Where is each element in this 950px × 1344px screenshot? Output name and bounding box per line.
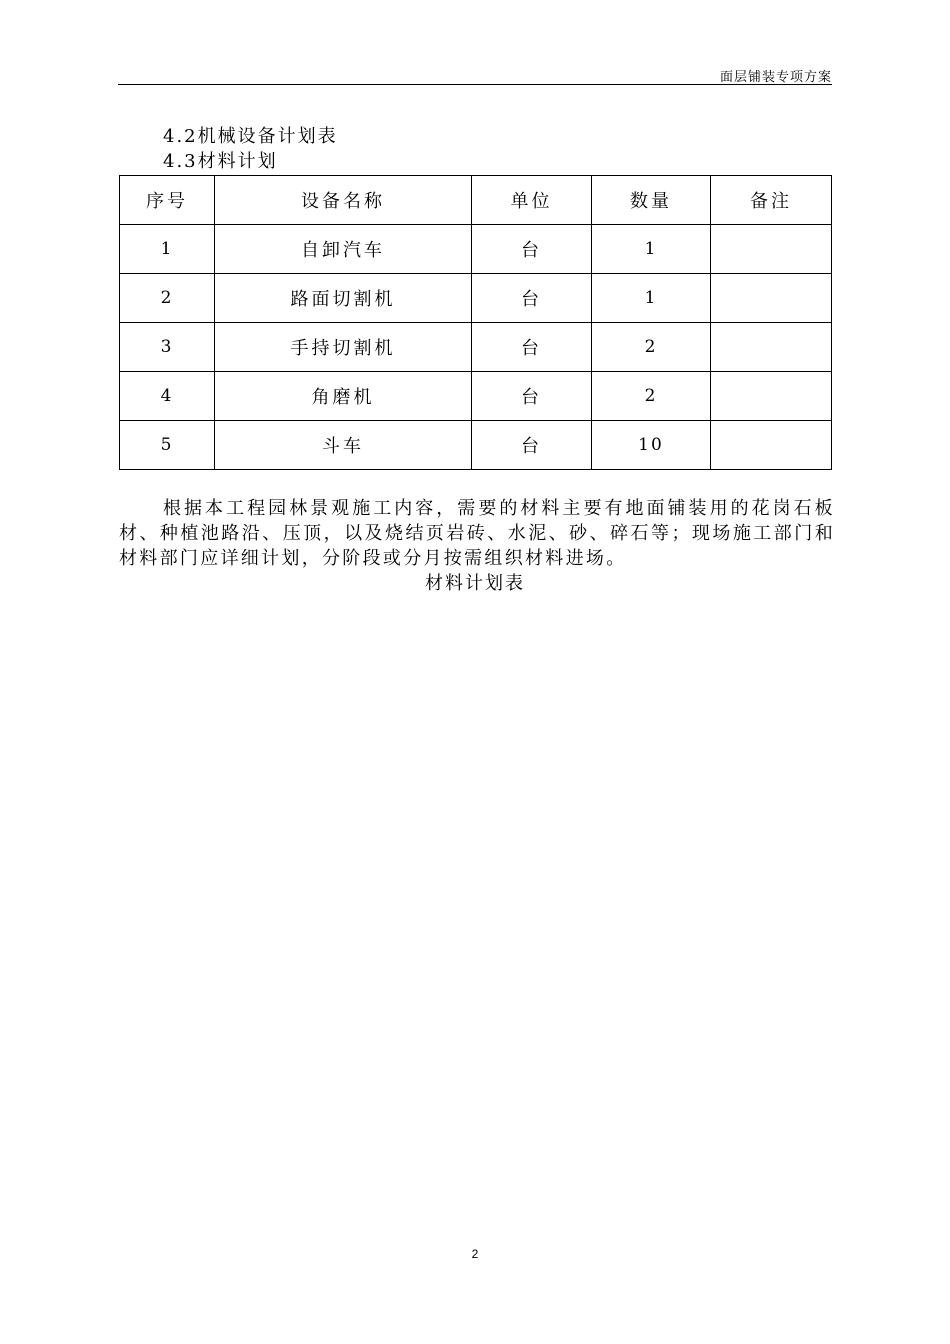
cell-unit: 台 xyxy=(472,372,592,421)
cell-serial: 5 xyxy=(120,421,215,470)
cell-serial: 4 xyxy=(120,372,215,421)
cell-equipment-name: 角磨机 xyxy=(215,372,472,421)
section-heading-4-3: 4.3材料计划 xyxy=(163,151,278,172)
column-header-remarks: 备注 xyxy=(711,176,832,225)
table-row xyxy=(120,225,832,274)
cell-unit: 台 xyxy=(472,274,592,323)
cell-remarks xyxy=(711,421,832,470)
equipment-plan-table xyxy=(119,175,832,470)
column-header-serial: 序号 xyxy=(120,176,215,225)
cell-quantity: 1 xyxy=(592,225,711,274)
column-header-equipment-name: 设备名称 xyxy=(215,176,472,225)
cell-serial: 1 xyxy=(120,225,215,274)
cell-quantity: 1 xyxy=(592,274,711,323)
cell-serial: 3 xyxy=(120,323,215,372)
table-row xyxy=(120,274,832,323)
table-header-row xyxy=(120,176,832,225)
table-row xyxy=(120,421,832,470)
cell-remarks xyxy=(711,372,832,421)
cell-serial: 2 xyxy=(120,274,215,323)
cell-unit: 台 xyxy=(472,225,592,274)
running-header-title: 面层铺装专项方案 xyxy=(719,70,832,85)
cell-quantity: 10 xyxy=(592,421,711,470)
cell-quantity: 2 xyxy=(592,323,711,372)
page-number: 2 xyxy=(471,1247,479,1261)
section-heading-4-2: 4.2机械设备计划表 xyxy=(163,126,338,147)
cell-equipment-name: 路面切割机 xyxy=(215,274,472,323)
cell-remarks xyxy=(711,225,832,274)
column-header-unit: 单位 xyxy=(472,176,592,225)
cell-equipment-name: 斗车 xyxy=(215,421,472,470)
table-row xyxy=(120,323,832,372)
cell-quantity: 2 xyxy=(592,372,711,421)
cell-equipment-name: 手持切割机 xyxy=(215,323,472,372)
cell-unit: 台 xyxy=(472,323,592,372)
cell-remarks xyxy=(711,323,832,372)
materials-paragraph: 根据本工程园林景观施工内容，需要的材料主要有地面铺装用的花岗石板材、种植池路沿、压顶，以及烧结页岩砖、水泥、砂、碎石等；现场施工部门和材料部门应详细计划，分阶段或分月按需组织材料进场。 xyxy=(119,498,835,569)
cell-remarks xyxy=(711,274,832,323)
column-header-quantity: 数量 xyxy=(592,176,711,225)
table-row xyxy=(120,372,832,421)
cell-equipment-name: 自卸汽车 xyxy=(215,225,472,274)
materials-table-caption: 材料计划表 xyxy=(425,573,525,594)
cell-unit: 台 xyxy=(472,421,592,470)
header-rule xyxy=(118,84,832,85)
